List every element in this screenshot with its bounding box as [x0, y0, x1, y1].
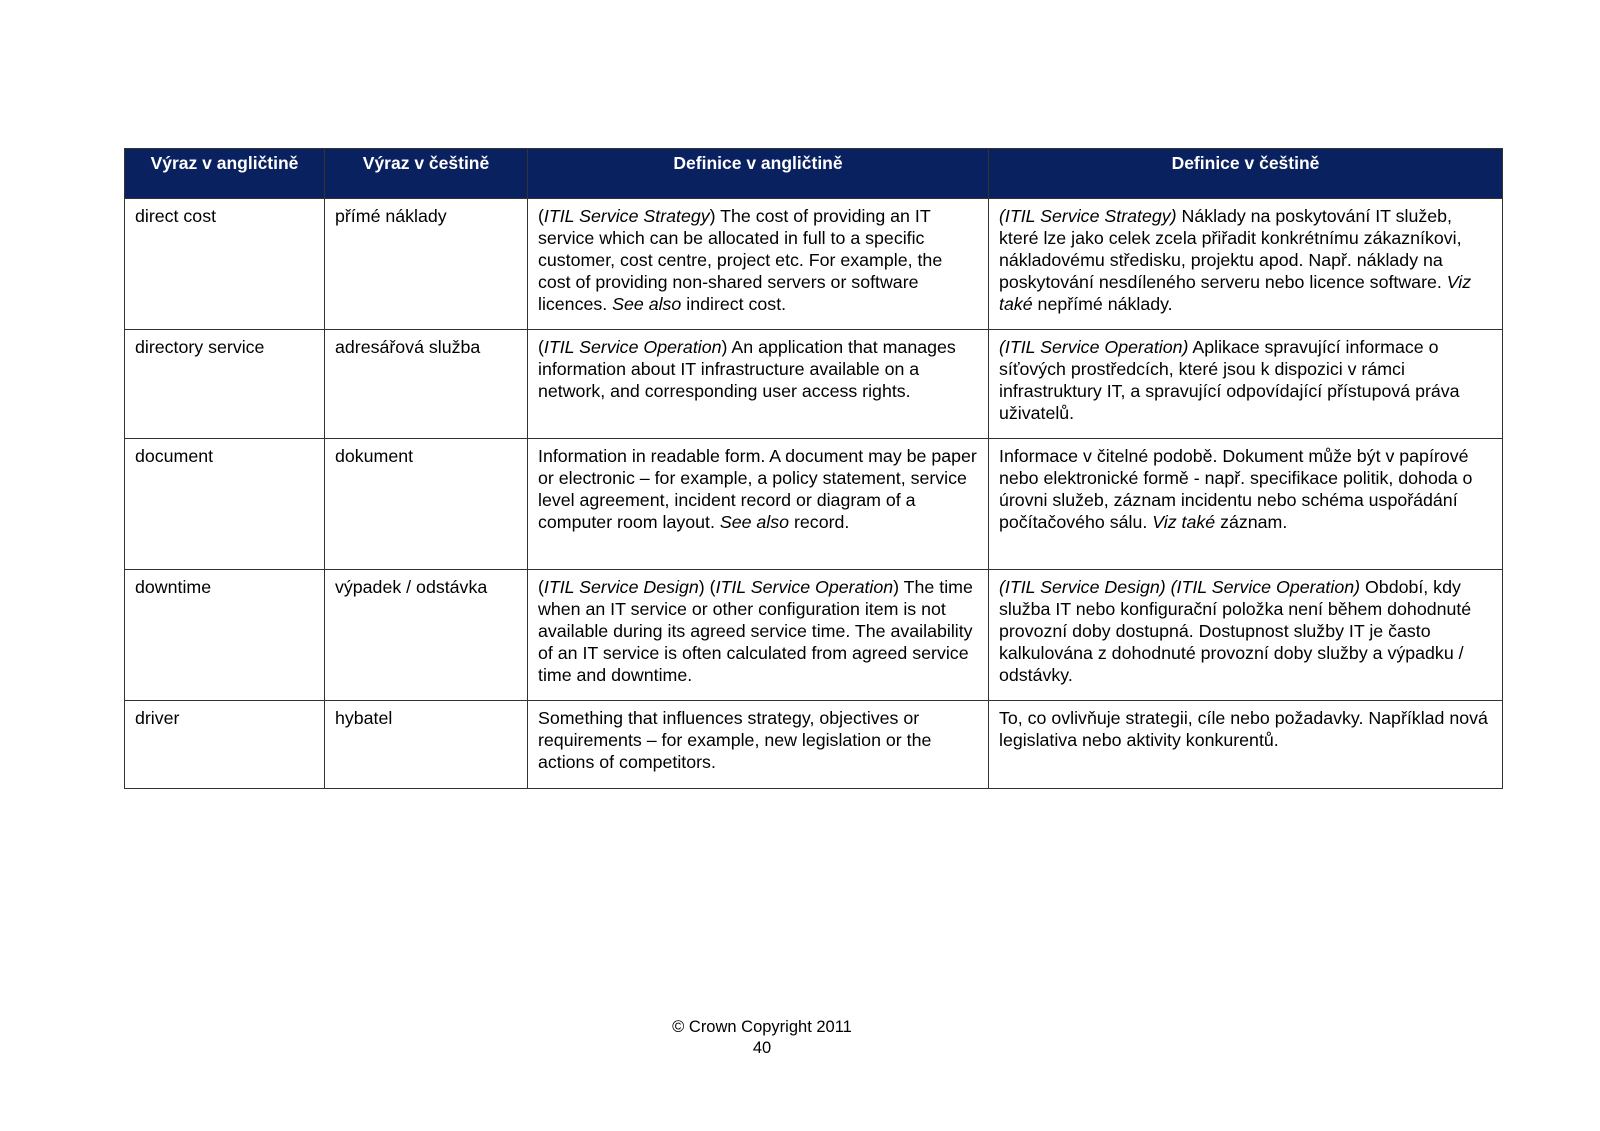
italic-text-run: ITIL Service Operation	[543, 337, 722, 357]
text-run: záznam.	[1215, 512, 1288, 532]
header-en-term: Výraz v angličtině	[125, 149, 325, 199]
en-definition-cell	[528, 439, 989, 570]
cz-definition-cell	[989, 570, 1503, 701]
text-run: Aplikace spravující informace o síťových prostředcích, které jsou k dispozici v rámci infrastruktury IT, a spravující odpovídající přístupová práva uživatelů.	[999, 337, 1460, 423]
en-term-cell: direct cost	[125, 199, 325, 330]
cz-definition-cell	[989, 199, 1503, 330]
header-row	[125, 149, 1503, 199]
cz-term-cell: hybatel	[325, 701, 528, 789]
en-term-cell: downtime	[125, 570, 325, 701]
cz-term-cell: adresářová služba	[325, 330, 528, 439]
italic-text-run: (ITIL Service Operation)	[999, 337, 1189, 357]
italic-text-run: See also	[612, 294, 682, 314]
italic-text-run: (ITIL Service Strategy)	[999, 206, 1177, 226]
text-run: (	[538, 577, 544, 597]
text-run: Náklady na poskytování IT služeb, které lze jako celek zcela přiřadit konkrétnímu zákazníkovi, nákladovému středisku, projektu apod. Např. náklady na poskytování nesdíleného serveru nebo licence software.	[999, 206, 1462, 292]
text-run: To, co ovlivňuje strategii, cíle nebo požadavky. Například nová legislativa nebo aktivity konkurentů.	[999, 708, 1488, 750]
en-definition-cell	[528, 701, 989, 789]
italic-text-run: ITIL Service Design	[543, 577, 699, 597]
header-en-definition: Definice v angličtině	[528, 149, 989, 199]
italic-text-run: (ITIL Service Design) (ITIL Service Operation)	[999, 577, 1361, 597]
cz-definition-cell	[989, 330, 1503, 439]
italic-text-run: ITIL Service Operation	[715, 577, 894, 597]
copyright-notice: © Crown Copyright 2011	[672, 1018, 852, 1036]
en-term-cell: document	[125, 439, 325, 570]
text-run: Období, kdy služba IT nebo konfigurační položka není během dohodnuté provozní doby dostupná. Dostupnost služby IT je často kalkulována z dohodnuté provozní doby služby a výpadku / odstávky.	[999, 577, 1472, 685]
text-run: Something that influences strategy, objectives or requirements – for example, new legislation or the actions of competitors.	[538, 708, 932, 772]
text-run: ) An application that manages information about IT infrastructure available on a network, and corresponding user access rights.	[538, 337, 956, 401]
text-run: record.	[789, 512, 850, 532]
italic-text-run: See also	[719, 512, 790, 532]
text-run: indirect cost.	[681, 294, 787, 314]
en-term-cell: driver	[125, 701, 325, 789]
text-run: (	[538, 337, 544, 357]
cz-term-cell: přímé náklady	[325, 199, 528, 330]
table-row	[125, 330, 1503, 439]
italic-text-run: ITIL Service Strategy	[543, 206, 710, 226]
text-run: nepřímé náklady.	[1032, 294, 1173, 314]
text-run: Informace v čitelné podobě. Dokument může být v papírové nebo elektronické formě - např. specifikace politik, dohoda o úrovni služeb, záznam incidentu nebo schéma uspořádání počítačového sálu.	[999, 446, 1473, 532]
text-run: ) The cost of providing an IT service which can be allocated in full to a specific customer, cost centre, project etc. For example, the cost of providing non-shared servers or software licences.	[538, 206, 943, 314]
cz-term-cell: výpadek / odstávka	[325, 570, 528, 701]
en-definition-cell	[528, 199, 989, 330]
glossary-table	[124, 148, 1503, 789]
header-cz-term: Výraz v češtině	[325, 149, 528, 199]
table-row	[125, 701, 1503, 789]
table-row	[125, 199, 1503, 330]
cz-definition-cell	[989, 439, 1503, 570]
en-definition-cell	[528, 330, 989, 439]
text-run: (	[538, 206, 544, 226]
cz-definition-cell	[989, 701, 1503, 789]
en-definition-cell	[528, 570, 989, 701]
table-row	[125, 570, 1503, 701]
text-run: Information in readable form. A document may be paper or electronic – for example, a policy statement, service level agreement, incident record or diagram of a computer room layout.	[538, 446, 977, 532]
text-run: ) (	[698, 577, 716, 597]
text-run: ) The time when an IT service or other configuration item is not available during its agreed service time. The availability of an IT service is often calculated from agreed service time and downtime.	[538, 577, 973, 685]
page-footer	[0, 1017, 1524, 1059]
page-number: 40	[752, 1039, 772, 1057]
cz-term-cell: dokument	[325, 439, 528, 570]
en-term-cell: directory service	[125, 330, 325, 439]
italic-text-run: Viz také	[999, 272, 1472, 314]
italic-text-run: Viz také	[1152, 512, 1216, 532]
header-cz-definition: Definice v češtině	[989, 149, 1503, 199]
table-row	[125, 439, 1503, 570]
